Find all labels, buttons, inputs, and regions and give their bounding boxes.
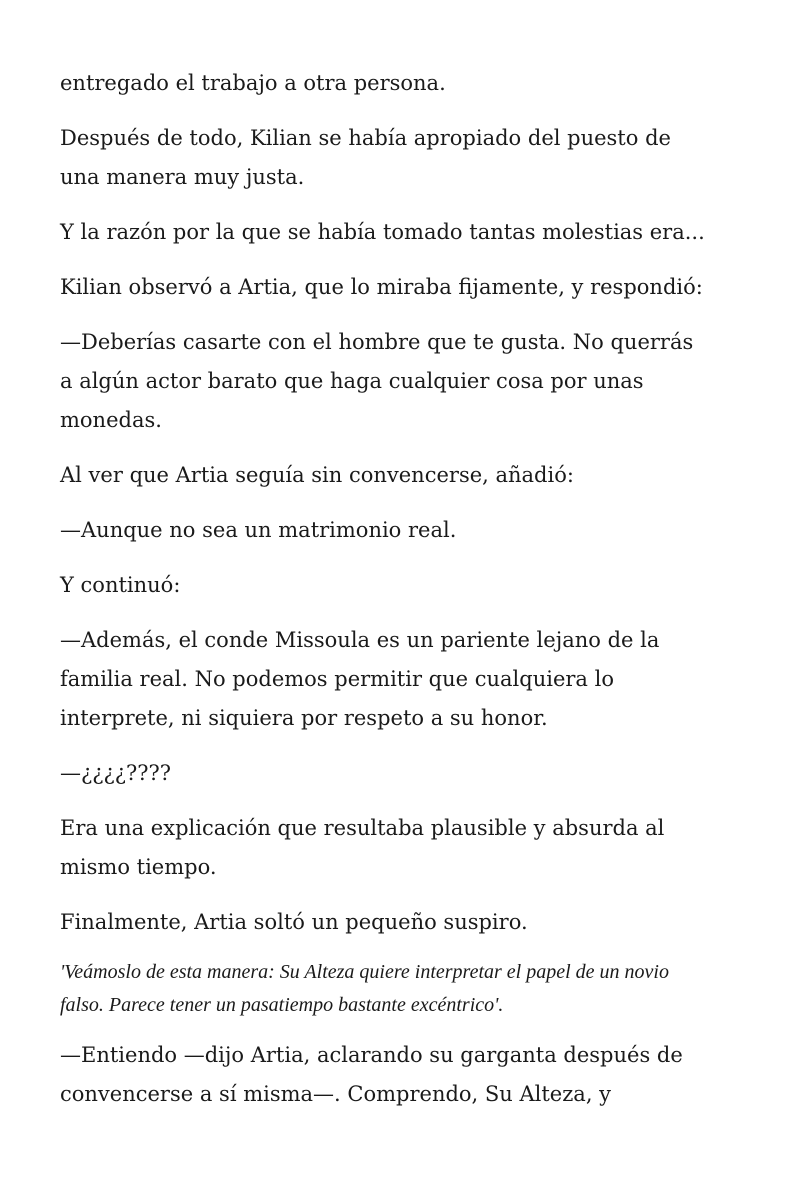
- paragraph: Finalmente, Artia soltó un pequeño suspiro.: [60, 910, 528, 934]
- paragraph: Kilian observó a Artia, que lo miraba fijamente, y respondió:: [60, 275, 703, 299]
- paragraph: Después de todo, Kilian se había apropiado del puesto de una manera muy justa.: [60, 126, 671, 189]
- paragraph: Y continuó:: [60, 573, 181, 597]
- dialogue-paragraph: —¿¿¿¿????: [60, 761, 172, 785]
- dialogue-paragraph: —Además, el conde Missoula es un pariente lejano de la familia real. No podemos permitir que cualquiera lo interprete, ni siquiera por respeto a su honor.: [60, 628, 660, 730]
- dialogue-paragraph: —Deberías casarte con el hombre que te gusta. No querrás a algún actor barato que haga cualquier cosa por unas monedas.: [60, 330, 694, 432]
- paragraph: Era una explicación que resultaba plausible y absurda al mismo tiempo.: [60, 816, 665, 879]
- paragraph: Al ver que Artia seguía sin convencerse, añadió:: [60, 463, 574, 487]
- paragraph: Y la razón por la que se había tomado tantas molestias era...: [60, 220, 705, 244]
- paragraph: entregado el trabajo a otra persona.: [60, 71, 446, 95]
- inner-thought-paragraph: 'Veámoslo de esta manera: Su Alteza quiere interpretar el papel de un novio falso. Parece tener un pasatiempo bastante excéntrico'.: [60, 961, 669, 1016]
- dialogue-paragraph: —Entiendo —dijo Artia, aclarando su garganta después de convencerse a sí misma—. Comprendo, Su Alteza, y: [60, 1043, 683, 1106]
- dialogue-paragraph: —Aunque no sea un matrimonio real.: [60, 518, 457, 542]
